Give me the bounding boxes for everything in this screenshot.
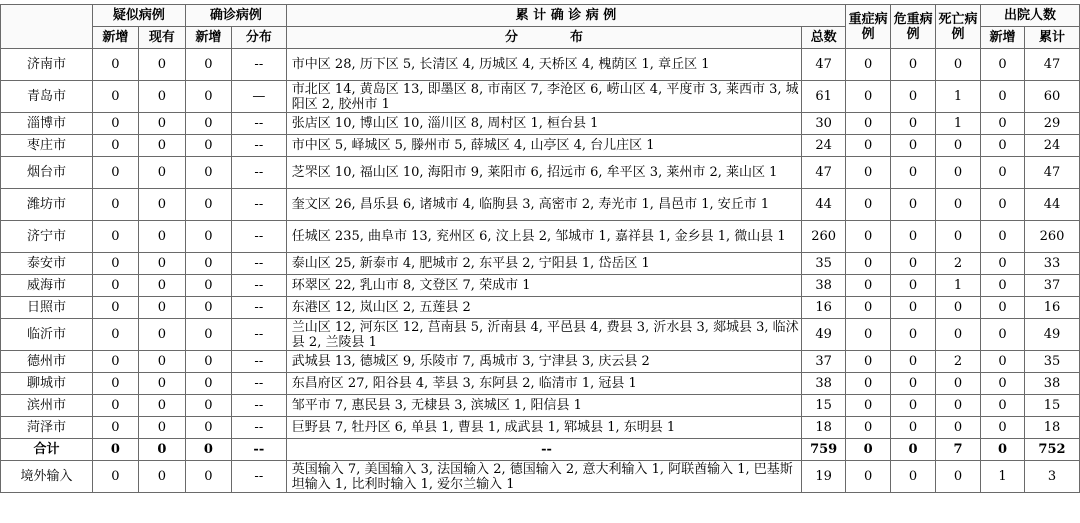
total-cell: 18 <box>802 417 846 439</box>
distribution-cell: 兰山区 12, 河东区 12, 莒南县 5, 沂南县 4, 平邑县 4, 费县 3, 沂水县 3, 郯城县 3, 临沭县 2, 兰陵县 1 <box>286 319 801 351</box>
total-cell: 44 <box>802 189 846 221</box>
critical-cell: 0 <box>891 439 936 461</box>
death-cell: 0 <box>936 297 981 319</box>
table-row <box>1 135 1080 157</box>
severe-cell: 0 <box>846 253 891 275</box>
death-cell: 0 <box>936 221 981 253</box>
suspected-new-cell: 0 <box>92 351 138 373</box>
death-cell: 0 <box>936 49 981 81</box>
discharged-acc-cell: 260 <box>1024 221 1079 253</box>
death-cell: 0 <box>936 189 981 221</box>
discharged-acc-cell: 16 <box>1024 297 1079 319</box>
total-cell: 47 <box>802 157 846 189</box>
death-cell: 0 <box>936 417 981 439</box>
confirmed-new-cell: 0 <box>185 417 231 439</box>
distribution-cell: 市北区 14, 黄岛区 13, 即墨区 8, 市南区 7, 李沧区 6, 崂山区 4, 平度市 3, 莱西市 3, 城阳区 2, 胶州市 1 <box>286 81 801 113</box>
total-cell: 38 <box>802 275 846 297</box>
suspected-current-cell: 0 <box>138 113 185 135</box>
total-cell: 24 <box>802 135 846 157</box>
table-row <box>1 319 1080 351</box>
total-cell: 61 <box>802 81 846 113</box>
discharged-new-cell: 0 <box>981 135 1025 157</box>
suspected-current-cell: 0 <box>138 297 185 319</box>
city-cell: 合计 <box>1 439 93 461</box>
header-confirmed: 确诊病例 <box>185 5 286 27</box>
table-row <box>1 275 1080 297</box>
confirmed-new-cell: 0 <box>185 81 231 113</box>
severe-cell: 0 <box>846 135 891 157</box>
critical-cell: 0 <box>891 461 936 493</box>
suspected-new-cell: 0 <box>92 461 138 493</box>
death-cell: 0 <box>936 157 981 189</box>
city-cell: 淄博市 <box>1 113 93 135</box>
confirmed-dist-cell: -- <box>231 439 286 461</box>
header-cumulative-total: 总数 <box>802 27 846 49</box>
distribution-cell: 东港区 12, 岚山区 2, 五莲县 2 <box>286 297 801 319</box>
severe-cell: 0 <box>846 395 891 417</box>
total-row <box>1 439 1080 461</box>
suspected-current-cell: 0 <box>138 439 185 461</box>
severe-cell: 0 <box>846 319 891 351</box>
city-cell: 青岛市 <box>1 81 93 113</box>
city-cell: 菏泽市 <box>1 417 93 439</box>
suspected-new-cell: 0 <box>92 113 138 135</box>
suspected-current-cell: 0 <box>138 49 185 81</box>
death-cell: 0 <box>936 319 981 351</box>
suspected-new-cell: 0 <box>92 157 138 189</box>
header-confirmed-dist: 分布 <box>231 27 286 49</box>
header-death: 死亡病例 <box>936 5 981 49</box>
table-row <box>1 297 1080 319</box>
discharged-new-cell: 0 <box>981 253 1025 275</box>
discharged-new-cell: 0 <box>981 439 1025 461</box>
confirmed-new-cell: 0 <box>185 157 231 189</box>
confirmed-dist-cell: -- <box>231 113 286 135</box>
severe-cell: 0 <box>846 351 891 373</box>
critical-cell: 0 <box>891 253 936 275</box>
critical-cell: 0 <box>891 189 936 221</box>
confirmed-dist-cell: -- <box>231 351 286 373</box>
discharged-new-cell: 0 <box>981 113 1025 135</box>
discharged-acc-cell: 752 <box>1024 439 1079 461</box>
confirmed-new-cell: 0 <box>185 189 231 221</box>
suspected-current-cell: 0 <box>138 417 185 439</box>
city-cell: 临沂市 <box>1 319 93 351</box>
confirmed-new-cell: 0 <box>185 351 231 373</box>
suspected-new-cell: 0 <box>92 373 138 395</box>
severe-cell: 0 <box>846 221 891 253</box>
suspected-current-cell: 0 <box>138 319 185 351</box>
discharged-new-cell: 0 <box>981 81 1025 113</box>
city-cell: 枣庄市 <box>1 135 93 157</box>
death-cell: 0 <box>936 135 981 157</box>
confirmed-dist-cell: -- <box>231 319 286 351</box>
suspected-new-cell: 0 <box>92 189 138 221</box>
critical-cell: 0 <box>891 417 936 439</box>
header-cumulative-dist: 分 布 <box>286 27 801 49</box>
death-cell: 0 <box>936 395 981 417</box>
severe-cell: 0 <box>846 189 891 221</box>
confirmed-dist-cell: -- <box>231 189 286 221</box>
city-cell: 烟台市 <box>1 157 93 189</box>
death-cell: 1 <box>936 113 981 135</box>
covid-stats-table <box>0 4 1080 493</box>
total-cell: 260 <box>802 221 846 253</box>
confirmed-dist-cell: -- <box>231 221 286 253</box>
distribution-cell: 泰山区 25, 新泰市 4, 肥城市 2, 东平县 2, 宁阳县 1, 岱岳区 1 <box>286 253 801 275</box>
suspected-new-cell: 0 <box>92 81 138 113</box>
total-cell: 19 <box>802 461 846 493</box>
confirmed-new-cell: 0 <box>185 253 231 275</box>
suspected-new-cell: 0 <box>92 275 138 297</box>
suspected-new-cell: 0 <box>92 49 138 81</box>
header-severe: 重症病例 <box>846 5 891 49</box>
confirmed-new-cell: 0 <box>185 461 231 493</box>
suspected-current-cell: 0 <box>138 81 185 113</box>
critical-cell: 0 <box>891 351 936 373</box>
confirmed-new-cell: 0 <box>185 439 231 461</box>
critical-cell: 0 <box>891 81 936 113</box>
confirmed-dist-cell: -- <box>231 373 286 395</box>
distribution-cell: 任城区 235, 曲阜市 13, 兖州区 6, 汶上县 2, 邹城市 1, 嘉祥县 1, 金乡县 1, 微山县 1 <box>286 221 801 253</box>
severe-cell: 0 <box>846 81 891 113</box>
discharged-acc-cell: 15 <box>1024 395 1079 417</box>
confirmed-dist-cell: -- <box>231 417 286 439</box>
suspected-current-cell: 0 <box>138 135 185 157</box>
city-cell: 滨州市 <box>1 395 93 417</box>
suspected-current-cell: 0 <box>138 275 185 297</box>
header-suspected-new: 新增 <box>92 27 138 49</box>
confirmed-dist-cell: -- <box>231 297 286 319</box>
severe-cell: 0 <box>846 49 891 81</box>
header-critical: 危重病例 <box>891 5 936 49</box>
severe-cell: 0 <box>846 439 891 461</box>
suspected-current-cell: 0 <box>138 395 185 417</box>
table-row <box>1 395 1080 417</box>
severe-cell: 0 <box>846 275 891 297</box>
table-row <box>1 417 1080 439</box>
confirmed-new-cell: 0 <box>185 135 231 157</box>
suspected-new-cell: 0 <box>92 221 138 253</box>
city-cell: 泰安市 <box>1 253 93 275</box>
severe-cell: 0 <box>846 461 891 493</box>
distribution-cell: 环翠区 22, 乳山市 8, 文登区 7, 荣成市 1 <box>286 275 801 297</box>
discharged-new-cell: 0 <box>981 297 1025 319</box>
critical-cell: 0 <box>891 221 936 253</box>
distribution-cell: 市中区 5, 峄城区 5, 滕州市 5, 薛城区 4, 山亭区 4, 台儿庄区 1 <box>286 135 801 157</box>
discharged-acc-cell: 33 <box>1024 253 1079 275</box>
critical-cell: 0 <box>891 275 936 297</box>
city-cell: 潍坊市 <box>1 189 93 221</box>
table-row <box>1 113 1080 135</box>
discharged-acc-cell: 3 <box>1024 461 1079 493</box>
critical-cell: 0 <box>891 113 936 135</box>
suspected-current-cell: 0 <box>138 373 185 395</box>
confirmed-new-cell: 0 <box>185 395 231 417</box>
distribution-cell: 巨野县 7, 牡丹区 6, 单县 1, 曹县 1, 成武县 1, 郓城县 1, 东明县 1 <box>286 417 801 439</box>
severe-cell: 0 <box>846 297 891 319</box>
discharged-acc-cell: 49 <box>1024 319 1079 351</box>
total-cell: 37 <box>802 351 846 373</box>
total-cell: 16 <box>802 297 846 319</box>
table-row <box>1 373 1080 395</box>
discharged-acc-cell: 29 <box>1024 113 1079 135</box>
suspected-new-cell: 0 <box>92 395 138 417</box>
suspected-new-cell: 0 <box>92 439 138 461</box>
table-row <box>1 351 1080 373</box>
discharged-acc-cell: 47 <box>1024 157 1079 189</box>
suspected-current-cell: 0 <box>138 351 185 373</box>
critical-cell: 0 <box>891 395 936 417</box>
city-cell: 聊城市 <box>1 373 93 395</box>
city-cell: 德州市 <box>1 351 93 373</box>
discharged-new-cell: 0 <box>981 417 1025 439</box>
table-row <box>1 81 1080 113</box>
total-cell: 759 <box>802 439 846 461</box>
header-discharged-acc: 累计 <box>1024 27 1079 49</box>
severe-cell: 0 <box>846 157 891 189</box>
confirmed-new-cell: 0 <box>185 319 231 351</box>
discharged-acc-cell: 24 <box>1024 135 1079 157</box>
confirmed-new-cell: 0 <box>185 49 231 81</box>
confirmed-dist-cell: -- <box>231 461 286 493</box>
suspected-current-cell: 0 <box>138 253 185 275</box>
distribution-cell: 芝罘区 10, 福山区 10, 海阳市 9, 莱阳市 6, 招远市 6, 牟平区 3, 莱州市 2, 莱山区 1 <box>286 157 801 189</box>
distribution-cell: 英国输入 7, 美国输入 3, 法国输入 2, 德国输入 2, 意大利输入 1, 阿联酋输入 1, 巴基斯坦输入 1, 比利时输入 1, 爱尔兰输入 1 <box>286 461 801 493</box>
severe-cell: 0 <box>846 113 891 135</box>
confirmed-dist-cell: -- <box>231 275 286 297</box>
distribution-cell: 市中区 28, 历下区 5, 长清区 4, 历城区 4, 天桥区 4, 槐荫区 1, 章丘区 1 <box>286 49 801 81</box>
city-cell: 境外输入 <box>1 461 93 493</box>
critical-cell: 0 <box>891 319 936 351</box>
header-confirmed-new: 新增 <box>185 27 231 49</box>
confirmed-dist-cell: -- <box>231 253 286 275</box>
confirmed-new-cell: 0 <box>185 297 231 319</box>
severe-cell: 0 <box>846 373 891 395</box>
city-cell: 济宁市 <box>1 221 93 253</box>
discharged-new-cell: 0 <box>981 49 1025 81</box>
discharged-new-cell: 0 <box>981 275 1025 297</box>
severe-cell: 0 <box>846 417 891 439</box>
discharged-new-cell: 0 <box>981 157 1025 189</box>
death-cell: 1 <box>936 81 981 113</box>
import-row <box>1 461 1080 493</box>
distribution-cell: 奎文区 26, 昌乐县 6, 诸城市 4, 临朐县 3, 高密市 2, 寿光市 1, 昌邑市 1, 安丘市 1 <box>286 189 801 221</box>
confirmed-new-cell: 0 <box>185 221 231 253</box>
suspected-new-cell: 0 <box>92 297 138 319</box>
distribution-cell: 武城县 13, 德城区 9, 乐陵市 7, 禹城市 3, 宁津县 3, 庆云县 2 <box>286 351 801 373</box>
discharged-acc-cell: 37 <box>1024 275 1079 297</box>
table-body <box>1 49 1080 493</box>
discharged-new-cell: 0 <box>981 351 1025 373</box>
total-cell: 15 <box>802 395 846 417</box>
total-cell: 38 <box>802 373 846 395</box>
header-discharged-new: 新增 <box>981 27 1025 49</box>
critical-cell: 0 <box>891 49 936 81</box>
distribution-cell: 邹平市 7, 惠民县 3, 无棣县 3, 滨城区 1, 阳信县 1 <box>286 395 801 417</box>
distribution-cell: 东昌府区 27, 阳谷县 4, 莘县 3, 东阿县 2, 临清市 1, 冠县 1 <box>286 373 801 395</box>
discharged-acc-cell: 44 <box>1024 189 1079 221</box>
critical-cell: 0 <box>891 297 936 319</box>
table-row <box>1 221 1080 253</box>
death-cell: 2 <box>936 351 981 373</box>
city-cell: 威海市 <box>1 275 93 297</box>
confirmed-new-cell: 0 <box>185 373 231 395</box>
table-row <box>1 157 1080 189</box>
discharged-new-cell: 0 <box>981 221 1025 253</box>
total-cell: 30 <box>802 113 846 135</box>
suspected-current-cell: 0 <box>138 189 185 221</box>
confirmed-new-cell: 0 <box>185 113 231 135</box>
discharged-acc-cell: 18 <box>1024 417 1079 439</box>
suspected-new-cell: 0 <box>92 319 138 351</box>
header-city <box>1 5 93 49</box>
city-cell: 日照市 <box>1 297 93 319</box>
header-suspected-current: 现有 <box>138 27 185 49</box>
death-cell: 2 <box>936 253 981 275</box>
total-cell: 49 <box>802 319 846 351</box>
death-cell: 0 <box>936 373 981 395</box>
suspected-new-cell: 0 <box>92 135 138 157</box>
discharged-new-cell: 0 <box>981 395 1025 417</box>
discharged-new-cell: 0 <box>981 373 1025 395</box>
suspected-current-cell: 0 <box>138 461 185 493</box>
table-row <box>1 49 1080 81</box>
confirmed-dist-cell: -- <box>231 49 286 81</box>
header-discharged: 出院人数 <box>981 5 1080 27</box>
distribution-cell: -- <box>286 439 801 461</box>
table-row <box>1 253 1080 275</box>
discharged-new-cell: 0 <box>981 189 1025 221</box>
death-cell: 7 <box>936 439 981 461</box>
suspected-new-cell: 0 <box>92 253 138 275</box>
header-suspected: 疑似病例 <box>92 5 185 27</box>
discharged-new-cell: 0 <box>981 319 1025 351</box>
confirmed-dist-cell: -- <box>231 395 286 417</box>
confirmed-dist-cell: -- <box>231 135 286 157</box>
discharged-acc-cell: 47 <box>1024 49 1079 81</box>
critical-cell: 0 <box>891 157 936 189</box>
suspected-new-cell: 0 <box>92 417 138 439</box>
confirmed-new-cell: 0 <box>185 275 231 297</box>
death-cell: 0 <box>936 461 981 493</box>
city-cell: 济南市 <box>1 49 93 81</box>
discharged-acc-cell: 38 <box>1024 373 1079 395</box>
suspected-current-cell: 0 <box>138 157 185 189</box>
header-cumulative: 累 计 确 诊 病 例 <box>286 5 845 27</box>
total-cell: 47 <box>802 49 846 81</box>
discharged-new-cell: 1 <box>981 461 1025 493</box>
table-row <box>1 189 1080 221</box>
critical-cell: 0 <box>891 373 936 395</box>
distribution-cell: 张店区 10, 博山区 10, 淄川区 8, 周村区 1, 桓台县 1 <box>286 113 801 135</box>
death-cell: 1 <box>936 275 981 297</box>
total-cell: 35 <box>802 253 846 275</box>
discharged-acc-cell: 60 <box>1024 81 1079 113</box>
critical-cell: 0 <box>891 135 936 157</box>
suspected-current-cell: 0 <box>138 221 185 253</box>
discharged-acc-cell: 35 <box>1024 351 1079 373</box>
confirmed-dist-cell: -- <box>231 157 286 189</box>
confirmed-dist-cell: — <box>231 81 286 113</box>
